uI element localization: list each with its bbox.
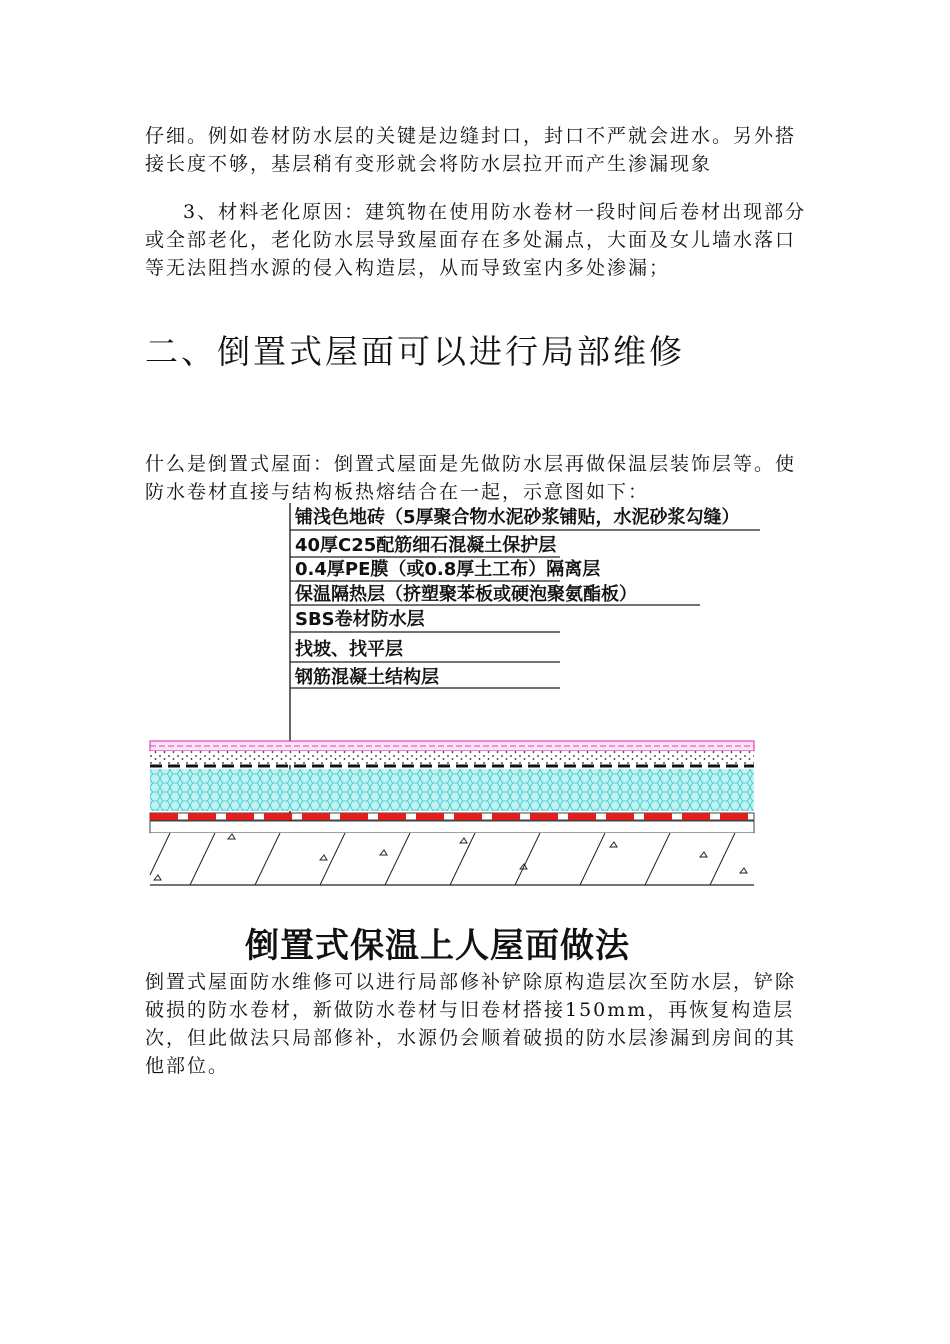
concrete-protection-layer: [150, 751, 754, 765]
layer-label-text: 40厚C25配筋细石混凝土保护层: [295, 535, 557, 556]
section-heading: 二、倒置式屋面可以进行局部维修: [145, 332, 685, 371]
layer-label-7: [290, 666, 560, 688]
paragraph-repair-method: 倒置式屋面防水维修可以进行局部修补铲除原构造层次至防水层，铲除破损的防水卷材，新做防水卷材与旧卷材搭接150mm，再恢复构造层次，但此做法只局部修补，水源仍会顺着破损的防水层渗漏到房间的其他部位。: [145, 971, 797, 1077]
layer-label-6: [290, 638, 560, 662]
layer-label-2: [290, 534, 560, 557]
structural-slab: [150, 833, 754, 885]
insulation-layer: [150, 769, 754, 811]
paragraph-material-aging: 3、材料老化原因：建筑物在使用防水卷材一段时间后卷材出现部分或全部老化，老化防水层导致屋面存在多处漏点，大面及女儿墙水落口等无法阻挡水源的侵入构造层，从而导致室内多处渗漏；: [145, 201, 807, 279]
section-layers: [150, 741, 754, 885]
layer-label-text: 钢筋混凝土结构层: [295, 667, 439, 688]
paragraph-seal-issue: 仔细。例如卷材防水层的关键是边缝封口，封口不严就会进水。另外搭接长度不够，基层稍有变形就会将防水层拉开而产生渗漏现象: [145, 125, 797, 175]
diagram-caption: 倒置式保温上人屋面做法: [245, 926, 630, 966]
layer-label-text: 铺浅色地砖（5厚聚合物水泥砂浆铺贴，水泥砂浆勾缝）: [295, 507, 740, 528]
leveling-layer: [150, 821, 754, 833]
layer-label-1: [290, 506, 760, 530]
paragraph-definition: 什么是倒置式屋面：倒置式屋面是先做防水层再做保温层装饰层等。使防水卷材直接与结构板热熔结合在一起，示意图如下：: [145, 453, 797, 503]
layer-label-text: 0.4厚PE膜（或0.8厚土工布）隔离层: [295, 559, 601, 580]
layer-label-3: [290, 558, 600, 581]
layer-label-4: [290, 583, 700, 605]
roof-section-diagram: [140, 495, 760, 895]
layer-label-text: SBS卷材防水层: [295, 609, 425, 630]
layer-label-5: [290, 608, 560, 632]
layer-label-text: 保温隔热层（挤塑聚苯板或硬泡聚氨酯板）: [295, 584, 637, 605]
layer-label-text: 找坡、找平层: [295, 639, 403, 660]
